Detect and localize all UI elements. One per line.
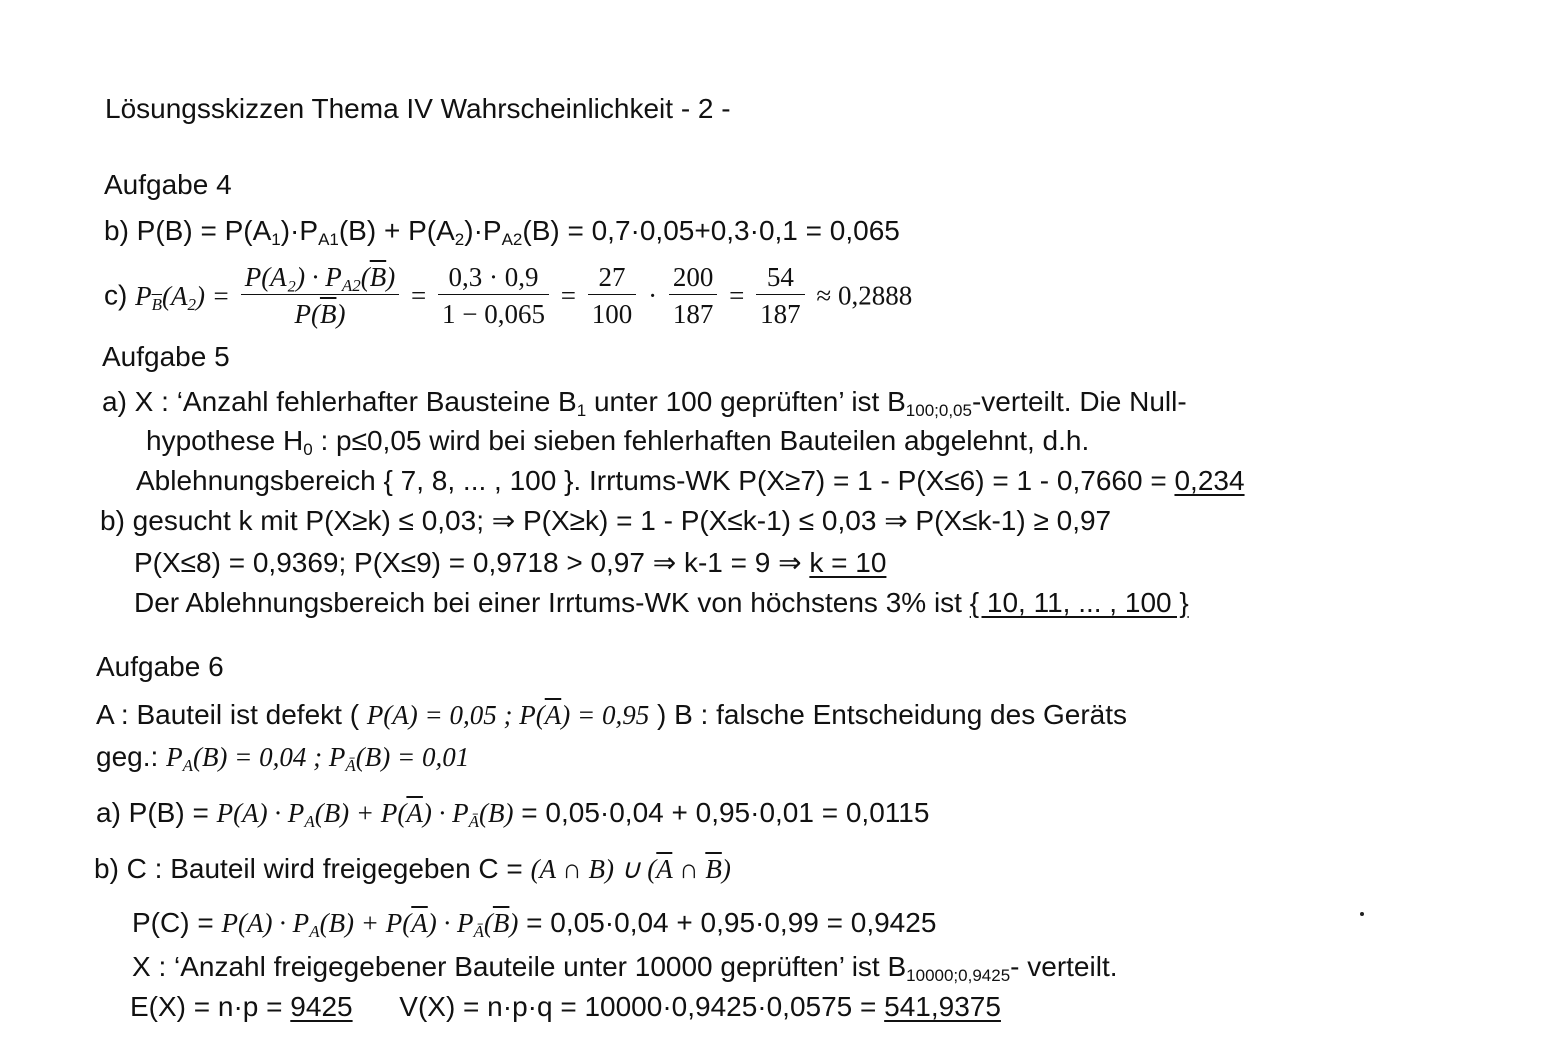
- a4c-f1-num-text: P(A₂) · P: [244, 262, 342, 292]
- aufgabe6-b-line2: [132, 906, 936, 940]
- a6-def-abar: $\overline{A}$: [544, 700, 562, 730]
- a6a-formula: [216, 798, 514, 831]
- a6b-l3-tail: - verteilt.: [1010, 951, 1118, 982]
- a6a-f1s: A: [304, 812, 315, 831]
- aufgabe6-b-line1: [94, 852, 731, 886]
- a4c-f1-num-bbar: $\overline{B}$: [369, 262, 387, 292]
- a6b-l1-pre: b) C : Bauteil wird freigegeben C =: [94, 853, 531, 884]
- aufgabe6-given-line: [96, 740, 469, 774]
- a4c-approx: ≈ 0,2888: [816, 280, 913, 311]
- a4c-f2-denominator: 1 − 0,065: [442, 299, 545, 329]
- a4c-fraction-2: [438, 262, 549, 329]
- a4c-f1-num-tail: $(\overline{B})$: [360, 262, 396, 292]
- aufgabe6-heading-text: Aufgabe 6: [96, 651, 224, 682]
- a4b-m3: )·P: [464, 215, 502, 246]
- a4c-lhs-close: ) =: [195, 280, 230, 311]
- a4c-f1-num-sub: A2: [341, 276, 361, 295]
- a4c-f4-denominator: 187: [672, 299, 714, 329]
- a5b-l1: b) gesucht k mit P(X≥k) ≤ 0,03; ⇒ P(X≥k) = 1 - P(X≤k-1) ≤ 0,03 ⇒ P(X≤k-1) ≥ 0,97: [100, 505, 1112, 536]
- a4b-sub2: A1: [318, 230, 339, 249]
- a5b-l3-result: { 10, 11, ... , 100 }: [969, 587, 1189, 618]
- a6b-l2-abar: $\overline{A}$: [411, 908, 428, 938]
- a4c-f1-den-pre: P(: [294, 299, 320, 329]
- page-title: [105, 92, 731, 126]
- scan-speck: [1360, 912, 1364, 916]
- a4c-times: ·: [648, 280, 658, 311]
- a6b-l4-pre: E(X) = n·p =: [130, 991, 291, 1022]
- a6b-l2-pre: P(C) =: [132, 907, 222, 938]
- a5a-l1-tail: -verteilt. Die Null-: [971, 386, 1187, 417]
- a4c-f2-numerator: 0,3 · 0,9: [438, 262, 549, 295]
- aufgabe5-b-line3: [134, 586, 1189, 620]
- a5a-l3-pre: Ablehnungsbereich { 7, 8, ... , 100 }. Irrtums-WK P(X≥7) = 1 - P(X≤6) = 1 - 0,7660 =: [136, 465, 1175, 496]
- aufgabe4-heading-text: Aufgabe 4: [104, 169, 232, 200]
- a4c-lhs: [135, 280, 237, 314]
- a5a-l2-tail: : p≤0,05 wird bei sieben fehlerhaften Bauteilen abgelehnt, d.h.: [312, 425, 1090, 456]
- a6a-abar: $\overline{A}$: [406, 798, 423, 828]
- page-title-text: Lösungsskizzen Thema IV Wahrscheinlichkeit - 2 -: [105, 93, 731, 124]
- a4c-lhs-arg: (A: [162, 280, 188, 311]
- a4c-lhs-p: P: [135, 280, 152, 311]
- a6-def-pa: P(A) = 0,05 ; P(: [366, 700, 545, 730]
- a4c-fraction-1: [241, 262, 400, 329]
- a6b-l2-f3: ) · P: [427, 908, 474, 938]
- a4c-fraction-3: [588, 262, 637, 329]
- a4c-f3-denominator: 100: [591, 299, 633, 329]
- a5b-l2-pre: P(X≤8) = 0,9369; P(X≤9) = 0,9718 > 0,97 ⇒ k-1 = 9 ⇒: [134, 547, 810, 578]
- a6b-l2-f1s: A: [309, 922, 320, 941]
- aufgabe4-heading: [104, 168, 232, 202]
- a6b-l1-abar: $\overline{A}$: [656, 854, 673, 884]
- a5a-l1-s2: 100;0,05: [905, 401, 972, 420]
- a6a-f4: (B): [479, 798, 514, 828]
- a6-geg-pre: geg.:: [96, 741, 167, 772]
- a6b-l2-f2: (B) + P(: [319, 908, 412, 938]
- a6b-l2-f1: P(A) · P: [221, 908, 310, 938]
- a6b-l1-f2: ∩: [672, 854, 706, 884]
- aufgabe6-definition-line: [96, 698, 1127, 732]
- a4c-fraction-5: [756, 262, 805, 329]
- a6a-f2: (B) + P(: [314, 798, 407, 828]
- aufgabe5-b-line1: [100, 504, 1111, 538]
- a6-def-mid: ) B : falsche Entscheidung des Geräts: [649, 699, 1128, 730]
- a6a-tail: = 0,05·0,04 + 0,95·0,01 = 0,0115: [513, 797, 930, 828]
- a4b-sub1: 1: [271, 230, 281, 249]
- a6b-l3-pre: X : ‘Anzahl freigegebener Bauteile unter 10000 geprüften’ ist B: [132, 951, 907, 982]
- a6b-l2-bbar: $\overline{B}$: [492, 908, 510, 938]
- a6-geg-2s: Ā: [345, 756, 356, 775]
- a4b-m1: )·P: [280, 215, 319, 246]
- a6b-l1-bbar: $\overline{B}$: [705, 854, 722, 884]
- a4b-sub3: 2: [454, 230, 465, 249]
- a4c-f1-den-post: ): [336, 299, 346, 329]
- aufgabe4-b-line: [104, 214, 900, 248]
- a6b-l1-formula: [531, 854, 731, 884]
- a6b-l2-tail: = 0,05·0,04 + 0,95·0,99 = 0,9425: [518, 907, 937, 938]
- a5a-l3-result: 0,234: [1174, 465, 1245, 496]
- a4c-eq3: =: [729, 280, 745, 311]
- a5a-l2-pre: hypothese H: [146, 425, 304, 456]
- a6b-l1-f1: (A ∩ B) ∪ (: [530, 854, 657, 884]
- a6-geg-1t: (B) = 0,04 ; P: [192, 742, 346, 772]
- a5b-l2-result: k = 10: [809, 547, 887, 578]
- a6-def-formula: [367, 700, 649, 730]
- a4c-label: c): [104, 279, 128, 311]
- a6-geg-2t: (B) = 0,01: [355, 742, 470, 772]
- a4b-prefix: b) P(B) = P(A: [104, 215, 272, 246]
- a4c-f5-numerator: 54: [756, 262, 805, 295]
- a4c-lhs-arg-sub: 2: [187, 294, 196, 314]
- aufgabe5-a-line2: [146, 424, 1089, 458]
- aufgabe5-a-line1: [102, 385, 1187, 419]
- a6a-pre: a) P(B) =: [96, 797, 217, 828]
- a6-geg-formula: [166, 742, 470, 775]
- a6b-l1-f3: ): [721, 854, 731, 884]
- aufgabe6-b-line4: [130, 990, 1001, 1024]
- a4c-lhs-sub: B: [151, 294, 162, 314]
- a5a-l2-s: 0: [303, 440, 313, 459]
- a4c-f1-numerator: [241, 262, 400, 295]
- a4c-f3-numerator: 27: [588, 262, 637, 295]
- a4b-tail: (B) = 0,7·0,05+0,3·0,1 = 0,065: [522, 215, 900, 246]
- a4c-eq1: =: [410, 280, 427, 311]
- aufgabe5-a-line3: [136, 464, 1245, 498]
- a4c-f1-denominator: [241, 295, 400, 329]
- a4b-sub4: A2: [501, 230, 523, 249]
- aufgabe6-a-line: [96, 796, 929, 830]
- a6b-l4-e: 9425: [290, 991, 353, 1022]
- a4c-eq2: =: [560, 280, 576, 311]
- a6-def-pre: A : Bauteil ist defekt (: [96, 699, 360, 730]
- aufgabe4-c-line: [104, 262, 912, 329]
- a4c-f5-denominator: 187: [760, 299, 801, 329]
- a5b-l3-pre: Der Ablehnungsbereich bei einer Irrtums-WK von höchstens 3% ist: [134, 587, 970, 618]
- a6b-l2-formula: [221, 908, 519, 941]
- a5a-l1-pre: a) X : ‘Anzahl fehlerhafter Bausteine B: [102, 386, 577, 417]
- a6-def-pa2: ) = 0,95: [561, 700, 650, 730]
- a6b-l4-v: 541,9375: [884, 991, 1001, 1022]
- aufgabe5-heading: [102, 340, 230, 374]
- a4c-f4-numerator: 200: [669, 262, 718, 295]
- a4b-m2: (B) + P(A: [338, 215, 455, 246]
- a6b-l4-mid: V(X) = n·p·q = 10000·0,9425·0,0575 =: [352, 991, 885, 1022]
- a6b-l3-s: 10000;0,9425: [906, 966, 1011, 985]
- a4c-fraction-4: [669, 262, 718, 329]
- aufgabe6-heading: [96, 650, 224, 684]
- aufgabe5-heading-text: Aufgabe 5: [102, 341, 230, 372]
- a4c-f1-den-b: $\overline{B}$: [319, 299, 337, 329]
- a6a-f1: P(A) · P: [216, 798, 305, 828]
- aufgabe6-b-line3: [132, 950, 1118, 984]
- aufgabe5-b-line2: [134, 546, 886, 580]
- a5a-l1-mid: unter 100 geprüften’ ist B: [586, 386, 906, 417]
- a6a-f3: ) · P: [422, 798, 469, 828]
- a6b-l2-f3s: Ā: [473, 922, 484, 941]
- a6b-l2-f5: ): [509, 908, 519, 938]
- a6-geg-1: P: [166, 742, 183, 772]
- a6b-l2-f4: (: [483, 908, 493, 938]
- a6a-f3s: Ā: [468, 812, 480, 831]
- a6-geg-1s: A: [182, 756, 193, 775]
- a5a-l1-s1: 1: [576, 401, 587, 420]
